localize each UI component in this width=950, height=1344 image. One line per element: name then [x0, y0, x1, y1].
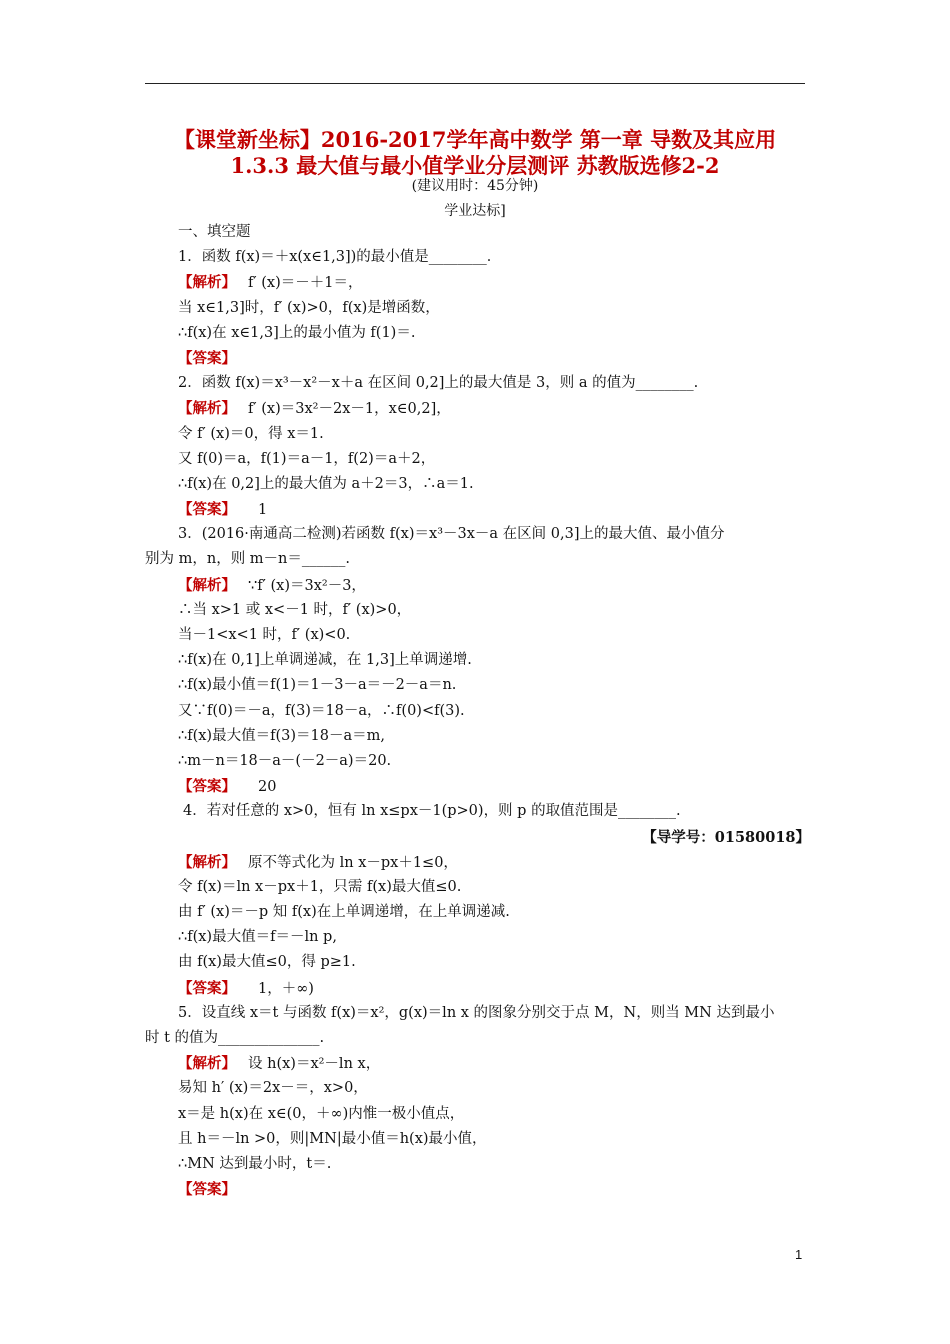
analysis-label: 【解析】: [178, 1055, 236, 1073]
analysis-label: 【解析】: [178, 400, 236, 418]
q4-line: 由 f(x)最大值≤0，得 p≥1.: [178, 954, 356, 971]
question-5-line1: 5．设直线 x＝t 与函数 f(x)＝x²，g(x)＝ln x 的图象分别交于点 M，N，则当 MN 达到最小: [178, 1004, 775, 1021]
document-body: [145, 220, 810, 1202]
document-title-line2: 1.3.3 最大值与最小值学业分层测评 苏教版选修2-2: [230, 153, 720, 178]
q3-line: ∴f(x)最小值＝f(1)＝1－3－a＝－2－a＝n.: [178, 677, 457, 694]
analysis-label: 【解析】: [178, 853, 236, 871]
suggested-time: (建议用时：45分钟): [411, 178, 539, 194]
q3-line: ∴f(x)在 0,1]上单调递减，在 1,3]上单调递增.: [178, 652, 472, 669]
q2-analysis-text: f′ (x)＝3x²－2x－1，x∈0,2]，: [248, 401, 451, 418]
q5-line: x＝是 h(x)在 x∈(0，＋∞)内惟一极小值点，: [178, 1105, 465, 1122]
q5-line: 且 h＝－ln >0，则|MN|最小值＝h(x)最小值，: [178, 1130, 487, 1147]
guide-number: 【导学号：01580018】: [642, 828, 810, 846]
q4-line: ∴f(x)最大值＝f＝－ln p,: [178, 929, 337, 946]
answer-label: 【答案】: [178, 1181, 236, 1199]
section-heading: 学业达标]: [444, 203, 506, 219]
header-rule: [145, 83, 805, 84]
q3-line: ∴当 x>1 或 x<－1 时，f′ (x)>0，: [178, 601, 412, 618]
q5-line: ∴MN 达到最小时，t＝.: [178, 1155, 332, 1172]
answer-label: 【答案】: [178, 778, 236, 796]
analysis-label: 【解析】: [178, 274, 236, 292]
q3-line: 当－1<x<1 时，f′ (x)<0.: [178, 627, 351, 643]
answer-label: 【答案】: [178, 979, 236, 997]
question-2: 2．函数 f(x)＝x³－x²－x＋a 在区间 0,2]上的最大值是 3，则 a 的值为________.: [178, 375, 699, 392]
q3-analysis: [145, 573, 810, 598]
q2-line: 又 f(0)＝a，f(1)＝a－1，f(2)＝a＋2，: [178, 450, 436, 467]
q1-analysis: [145, 270, 810, 295]
answer-label: 【答案】: [178, 349, 236, 367]
q2-answer-text: 1: [258, 502, 268, 519]
question-1: 1．函数 f(x)＝＋x(x∈1,3])的最小值是________．: [178, 249, 502, 266]
question-5-line2: 时 t 的值为______________.: [145, 1030, 325, 1046]
question-3-line2: 别为 m，n，则 m－n＝______.: [145, 551, 351, 568]
q2-line: ∴f(x)在 0,2]上的最大值为 a＋2＝3，∴a＝1.: [178, 475, 474, 492]
answer-label: 【答案】: [178, 501, 236, 519]
page-number: 1: [795, 1247, 803, 1262]
question-4: 4．若对任意的 x>0，恒有 ln x≤px－1(p>0)，则 p 的取值范围是________.: [183, 803, 681, 820]
q1-line: 当 x∈1,3]时，f′ (x)>0，f(x)是增函数，: [178, 299, 440, 316]
q4-answer: [145, 976, 810, 1001]
q3-line: ∴m－n＝18－a－(－2－a)＝20.: [178, 752, 392, 769]
question-3-line1: 3．(2016·南通高二检测)若函数 f(x)＝x³－3x－a 在区间 0,3]上的最大值、最小值分: [178, 526, 725, 543]
q4-answer-text: 1，＋∞): [258, 980, 314, 997]
q1-answer: [145, 346, 810, 371]
part-heading: 一、填空题: [178, 224, 251, 240]
q2-analysis: [145, 396, 810, 421]
q3-line: ∴f(x)最大值＝f(3)＝18－a＝m,: [178, 727, 385, 744]
q5-analysis-text: 设 h(x)＝x²－ln x，: [248, 1056, 381, 1073]
q5-answer: [145, 1177, 810, 1202]
q2-answer: [145, 497, 810, 522]
q1-line: ∴f(x)在 x∈1,3]上的最小值为 f(1)＝.: [178, 324, 416, 341]
q4-analysis: [145, 850, 810, 875]
q4-analysis-text: 原不等式化为 ln x－px＋1≤0，: [248, 854, 458, 871]
q3-answer: [145, 774, 810, 799]
q2-line: 令 f′ (x)＝0，得 x＝1.: [178, 425, 324, 442]
analysis-label: 【解析】: [178, 576, 236, 594]
q5-analysis: [145, 1051, 810, 1076]
q3-answer-text: 20: [258, 779, 277, 796]
q4-line: 由 f′ (x)＝－p 知 f(x)在上单调递增，在上单调递减.: [178, 904, 510, 921]
q3-analysis-text: ∵f′ (x)＝3x²－3，: [248, 577, 366, 594]
q3-line: 又∵f(0)＝－a，f(3)＝18－a，∴f(0)<f(3).: [178, 702, 465, 719]
document-title-line1: 【课堂新坐标】2016-2017学年高中数学 第一章 导数及其应用: [173, 127, 777, 152]
q4-line: 令 f(x)＝ln x－px＋1，只需 f(x)最大值≤0.: [178, 878, 462, 895]
q5-line: 易知 h′ (x)＝2x－＝，x>0，: [178, 1080, 368, 1097]
q1-analysis-text: f′ (x)＝－＋1＝，: [248, 275, 363, 292]
